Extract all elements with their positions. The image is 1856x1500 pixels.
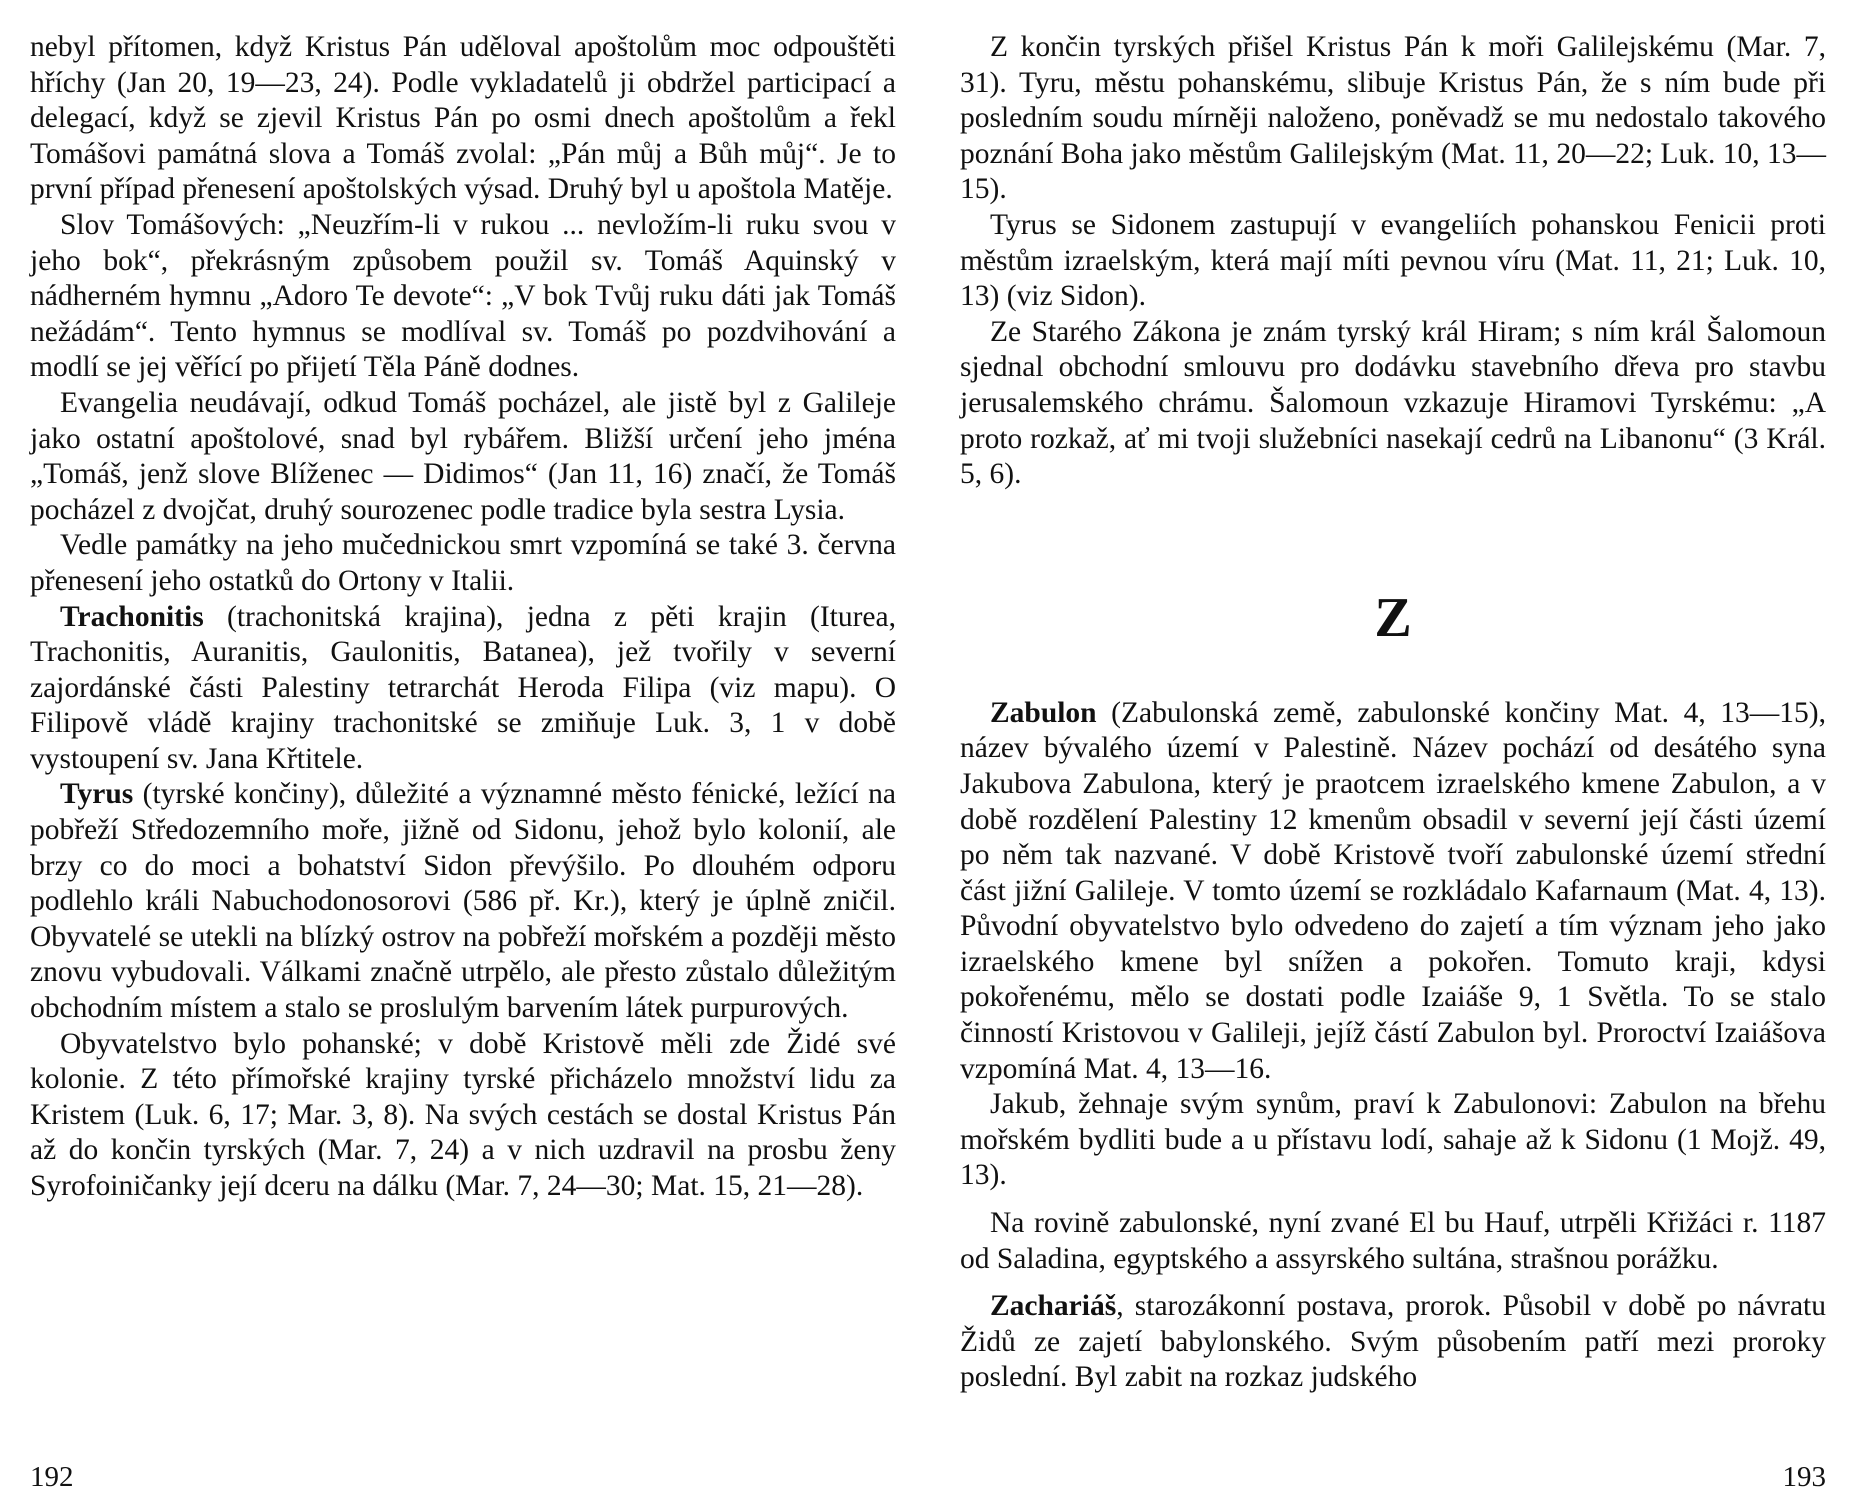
right-page xyxy=(960,30,1826,1493)
entry-headword: Trachonitis xyxy=(60,600,204,633)
entry-zabulon: Zabulon (Zabulonská země, zabulonské končiny Mat. 4, 13—15), název bývalého území v Palestině. Název pochází od desátého syna Jakubova Zabulona, který je praotcem izraelského kmene Zabulon, a v době rozdělení Palestiny 12 kmenům obsadil v severní její části území po něm tak nazvané. V době Kristově tvoří zabulonské území střední část jižní Galileje. V tomto území se rozkládalo Kafarnaum (Mat. 4, 13). Původní obyvatelstvo bylo odvedeno do zajetí a tím význam jeho jako izraelského kmene byl snížen a pokořen. Tomuto kraji, kdysi pokořenému, mělo se dostati podle Izaiáše 9, 1 Světla. To se stalo činností Kristovou v Galileji, jejíž částí Zabulon byl. Proroctví Izaiášova vzpomíná Mat. 4, 13—16. xyxy=(960,696,1826,1085)
page-number: 192 xyxy=(30,1461,74,1493)
left-column xyxy=(30,30,896,1205)
section-letter: Z xyxy=(1374,586,1412,649)
entry-tyrus: Tyrus (tyrské končiny), důležité a významné město fénické, ležící na pobřeží Středozemního moře, jižně od Sidonu, jehož bylo kolonií, ale brzy co do moci a bohatství Sidon převýšilo. Po dlouhém odporu podlehlo králi Nabuchodonosorovi (586 př. Kr.), který je úplně zničil. Obyvatelé se utekli na blízký ostrov na pobřeží mořském a později město znovu vybudovali. Válkami značně utrpělo, ale přesto zůstalo důležitým obchodním místem a stalo se proslulým barvením látek purpurových. xyxy=(30,778,896,1025)
paragraph: Obyvatelstvo bylo pohanské; v době Kristově měli zde Židé své kolonie. Z této přímořské krajiny tyrské přicházelo množství lidu za Kristem (Luk. 6, 17; Mar. 3, 8). Na svých cestách se dostal Kristus Pán až do končin tyrských (Mar. 7, 24) a v nich uzdravil na prosbu ženy Syrofoiničanky její dceru na dálku (Mar. 7, 24—30; Mat. 15, 21—28). xyxy=(30,1027,896,1202)
paragraph: Evangelia neudávají, odkud Tomáš pocházel, ale jistě byl z Galileje jako ostatní apoštolové, snad byl rybářem. Bližší určení jeho jména „Tomáš, jenž slove Blíženec — Didimos“ (Jan 11, 16) značí, že Tomáš pocházel z dvojčat, druhý sourozenec podle tradice byla sestra Lysia. xyxy=(30,386,896,526)
paragraph: Tyrus se Sidonem zastupují v evangeliích pohanskou Fenicii proti městům izraelským, která mají míti pevnou víru (Mat. 11, 21; Luk. 10, 13) (viz Sidon). xyxy=(960,208,1826,313)
paragraph: Na rovině zabulonské, nyní zvané El bu Hauf, utrpěli Křižáci r. 1187 od Saladina, egyptského a assyrského sultána, strašnou porážku. xyxy=(960,1207,1826,1275)
page-number: 193 xyxy=(1782,1461,1826,1493)
entry-headword: Zabulon xyxy=(990,696,1097,729)
paragraph: Jakub, žehnaje svým synům, praví k Zabulonovi: Zabulon na břehu mořském bydliti bude a u přístavu lodí, sahaje až k Sidonu (1 Mojž. 49, 13). xyxy=(960,1088,1826,1192)
paragraph: Slov Tomášových: „Neuzřím-li v rukou ... nevložím-li ruku svou v jeho bok“, překrásným způsobem použil sv. Tomáš Aquinský v nádherném hymnu „Adoro Te devote“: „V bok Tvůj ruku dáti jak Tomáš nežádám“. Tento hymnus se modlíval sv. Tomáš po pozdvihování a modlí se jej věřící po přijetí Těla Páně dodnes. xyxy=(30,208,896,384)
paragraph: Vedle památky na jeho mučednickou smrt vzpomíná se také 3. června přenesení jeho ostatků do Ortony v Italii. xyxy=(30,529,896,597)
left-page xyxy=(30,30,896,1493)
right-column xyxy=(960,30,1826,1396)
entry-headword: Zachariáš xyxy=(990,1290,1117,1323)
entry-trachonitis: Trachonitis (trachonitská krajina), jedna z pěti krajin (Iturea, Trachonitis, Auranitis, Gaulonitis, Batanea), jež tvořily v severní zajordánské části Palestiny tetrarchát Heroda Filipa (viz mapu). O Filipově vládě krajiny trachonitské se zmiňuje Luk. 3, 1 v době vystoupení sv. Jana Křtitele. xyxy=(30,600,896,775)
entry-headword: Tyrus xyxy=(60,778,134,811)
entry-zacharias: Zachariáš, starozákonní postava, prorok. Působil v době po návratu Židů ze zajetí babylonského. Svým působením patří mezi proroky poslední. Byl zabit na rozkaz judského xyxy=(960,1290,1826,1394)
paragraph: Z končin tyrských přišel Kristus Pán k moři Galilejskému (Mar. 7, 31). Tyru, městu pohanskému, slibuje Kristus Pán, že s ním bude při posledním soudu mírněji naloženo, poněvadž se mu nedostalo takového poznání Boha jako městům Galilejským (Mat. 11, 20—22; Luk. 10, 13—15). xyxy=(960,31,1826,206)
paragraph: nebyl přítomen, když Kristus Pán uděloval apoštolům moc odpouštěti hříchy (Jan 20, 19—23, 24). Podle vykladatelů ji obdržel participací a delegací, když se zjevil Kristus Pán po osmi dnech apoštolům a řekl Tomášovi památná slova a Tomáš zvolal: „Pán můj a Bůh můj“. Je to první případ přenesení apoštolských výsad. Druhý byl u apoštola Matěje. xyxy=(30,31,896,206)
paragraph: Ze Starého Zákona je znám tyrský král Hiram; s ním král Šalomoun sjednal obchodní smlouvu pro dodávku stavebního dřeva pro stavbu jerusalemského chrámu. Šalomoun vzkazuje Hiramovi Tyrskému: „A proto rozkaž, ať mi tvoji služebníci nasekají cedrů na Libanonu“ (3 Král. 5, 6). xyxy=(960,315,1826,491)
